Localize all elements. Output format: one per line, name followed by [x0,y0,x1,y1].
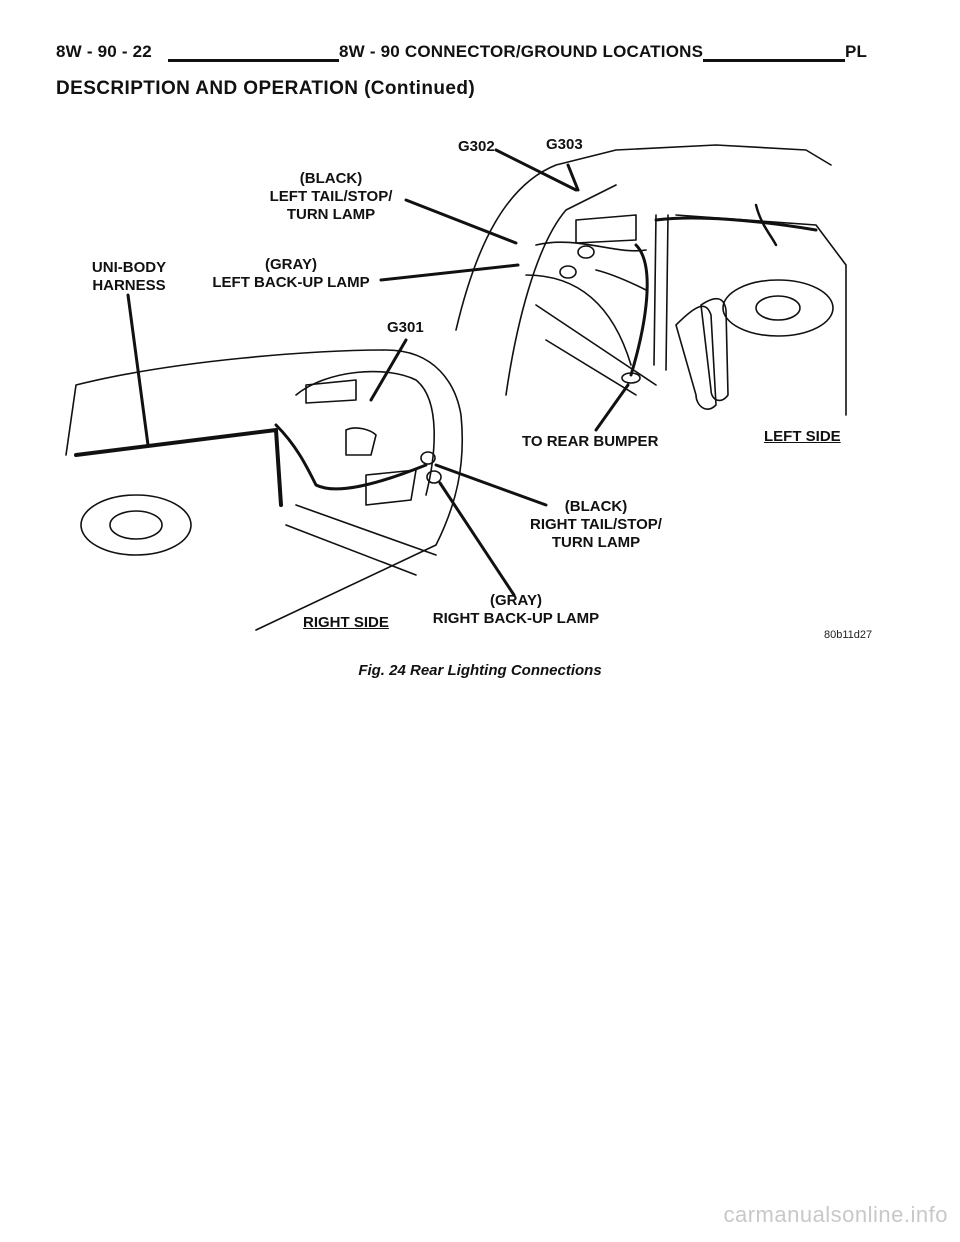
label-right-tail-lamp: (BLACK) RIGHT TAIL/STOP/ TURN LAMP [530,498,662,551]
leader-left-backup [381,265,518,280]
left-pillar [654,215,668,370]
left-connector-block [576,215,636,243]
label-left-side: LEFT SIDE [764,428,841,445]
right-panel-cutout [346,428,376,455]
right-trunk-inner [296,372,434,495]
left-harness-b [596,270,646,290]
label-right-backup-lamp: (GRAY) RIGHT BACK-UP LAMP [432,592,600,627]
model-code: PL [845,42,868,61]
label-unibody-harness: UNI-BODY HARNESS [91,259,167,294]
label-right-side: RIGHT SIDE [303,614,389,631]
left-lamp-socket-2 [560,266,576,278]
watermark: carmanualsonline.info [723,1202,948,1227]
left-wheel-well-inner [756,296,800,320]
rear-lighting-figure [56,125,874,655]
figure-caption: Fig. 24 Rear Lighting Connections [358,662,602,679]
unibody-harness-line [76,430,281,505]
left-trunk-outline [456,145,831,330]
leader-bumper [596,385,628,430]
right-lamp-socket-2 [427,471,441,483]
label-left-backup-lamp: (GRAY) LEFT BACK-UP LAMP [212,256,370,291]
left-wheel-well-hole [723,280,833,336]
leader-g302 [496,150,576,190]
leader-right-backup [440,483,514,595]
right-floor-lines [286,505,436,575]
label-to-rear-bumper: TO REAR BUMPER [522,433,659,450]
page-number: 8W - 90 - 22 [56,42,152,61]
figure-illustration [56,125,874,655]
right-connector-block [306,380,356,403]
right-trunk-outline [66,350,462,630]
right-harness-main [276,425,426,489]
left-harness-down [631,245,647,375]
left-floor-rib-1 [676,306,716,409]
left-lamp-socket-1 [578,246,594,258]
leader-unibody [128,295,148,445]
leader-left-tail [406,200,516,243]
figure-code: 80b11d27 [824,629,873,641]
label-g302: G302 [458,138,495,155]
left-trunk-inner [506,185,616,395]
leader-g301 [371,340,406,400]
page-header [56,42,874,70]
section-title: DESCRIPTION AND OPERATION (Continued) [56,78,476,99]
chapter-title: 8W - 90 CONNECTOR/GROUND LOCATIONS [339,42,704,61]
label-g303: G303 [546,136,583,153]
label-g301: G301 [387,319,424,336]
right-lamp-pocket [366,470,416,505]
left-panel-edge [526,275,631,365]
right-wheel-well-hole [81,495,191,555]
label-left-tail-lamp: (BLACK) LEFT TAIL/STOP/ TURN LAMP [269,170,393,223]
right-wheel-well-inner [110,511,162,539]
